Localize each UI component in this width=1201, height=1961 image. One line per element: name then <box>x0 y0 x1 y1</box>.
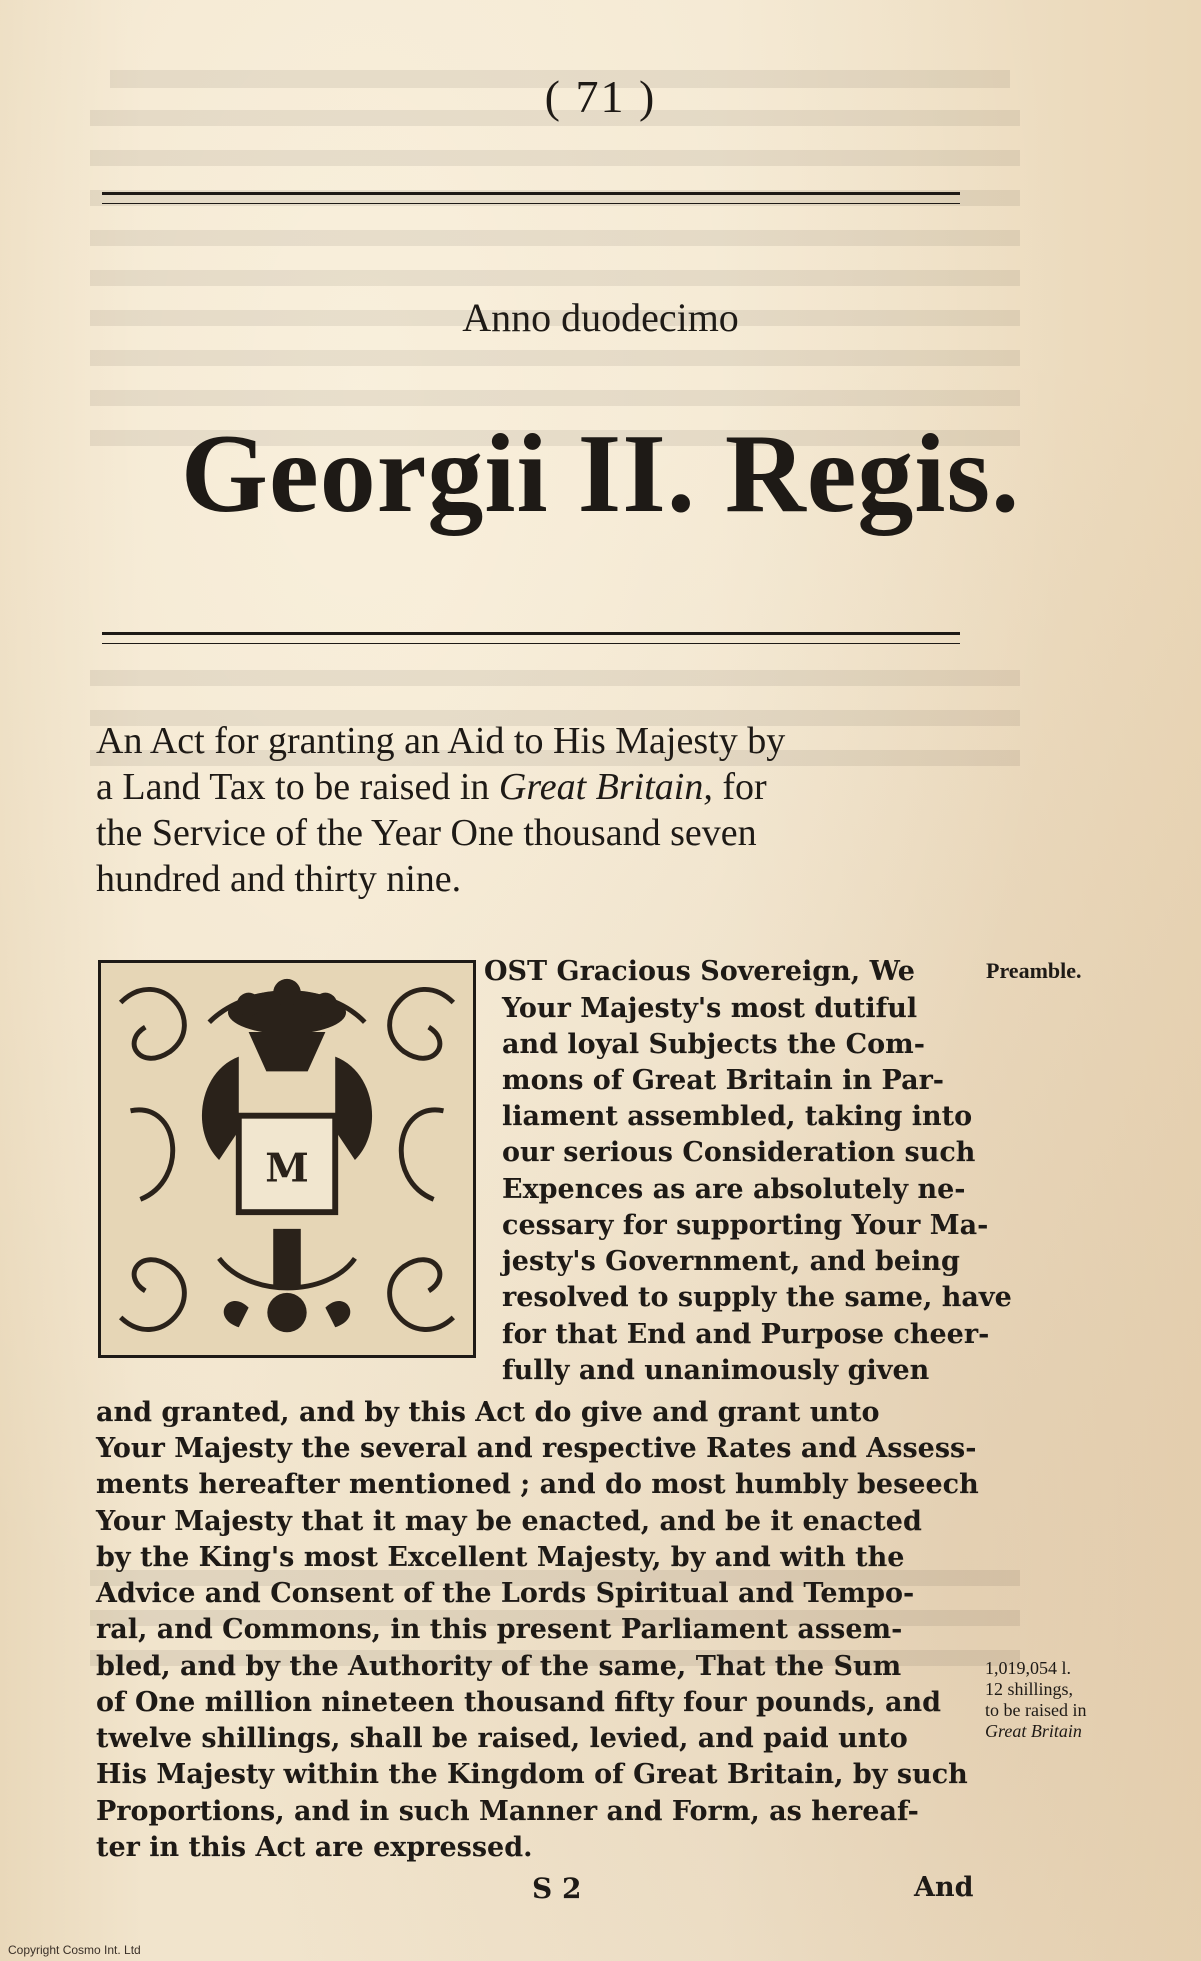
monarch-heading: Georgii II. Regis. <box>180 412 1021 536</box>
body-line: mons of Great Britain in Par- <box>502 1065 945 1096</box>
catchword: And <box>914 1872 974 1903</box>
margin-note-line: Great Britain <box>985 1721 1082 1741</box>
act-title <box>96 718 1010 902</box>
margin-note-sum <box>985 1658 1086 1742</box>
body-line: ments hereafter mentioned ; and do most humbly beseech <box>96 1469 979 1500</box>
act-title-line: hundred and thirty nine. <box>96 858 462 900</box>
body-line: liament assembled, taking into <box>502 1101 973 1132</box>
regnal-year-heading: Anno duodecimo <box>462 295 739 340</box>
middle-double-rule <box>102 632 960 644</box>
body-line: jesty's Government, and being <box>502 1246 960 1277</box>
body-line: resolved to supply the same, have <box>502 1282 1012 1313</box>
signature-mark: S 2 <box>532 1872 582 1905</box>
body-line: Your Majesty that it may be enacted, and be it enacted <box>96 1506 922 1537</box>
body-line: cessary for supporting Your Ma- <box>502 1210 989 1241</box>
act-title-line: the Service of the Year One thousand seven <box>96 812 757 854</box>
top-double-rule <box>102 192 960 204</box>
act-title-place: Great Britain, <box>498 766 713 808</box>
body-line: twelve shillings, shall be raised, levied, and paid unto <box>96 1723 908 1754</box>
page-number: ( 71 ) <box>544 71 657 122</box>
body-line: Expences as are absolutely ne- <box>502 1174 966 1205</box>
act-title-text: for <box>712 766 767 808</box>
margin-note-line: 12 shillings, <box>985 1679 1074 1699</box>
body-line: for that End and Purpose cheer- <box>502 1319 990 1350</box>
margin-note-preamble: Preamble. <box>986 958 1082 983</box>
body-line: Your Majesty the several and respective Rates and Assess- <box>96 1433 977 1464</box>
initial-letter: M <box>265 1145 309 1192</box>
body-line: and loyal Subjects the Com- <box>502 1029 925 1060</box>
act-title-line: An Act for granting an Aid to His Majesty by <box>96 720 786 762</box>
body-line: and granted, and by this Act do give and grant unto <box>96 1397 880 1428</box>
body-line: His Majesty within the Kingdom of Great Britain, by such <box>96 1759 968 1790</box>
margin-note-line: to be raised in <box>985 1700 1087 1720</box>
act-title-line <box>96 764 1010 810</box>
body-line: ter in this Act are expressed. <box>96 1832 533 1863</box>
body-line: OST Gracious Sovereign, We <box>484 956 915 987</box>
body-line: Your Majesty's most dutiful <box>502 993 918 1024</box>
body-line: by the King's most Excellent Majesty, by and with the <box>96 1542 905 1573</box>
body-line: fully and unanimously given <box>502 1355 930 1386</box>
body-line: bled, and by the Authority of the same, That the Sum <box>96 1651 902 1682</box>
margin-note-line: 1,019,054 l. <box>985 1658 1072 1678</box>
body-line: Proportions, and in such Manner and Form, as hereaf- <box>96 1796 919 1827</box>
decorated-initial-icon <box>98 960 476 1358</box>
copyright-notice: Copyright Cosmo Int. Ltd <box>8 1943 141 1957</box>
body-line: our serious Consideration such <box>502 1137 976 1168</box>
act-title-text: a Land Tax to be raised in <box>96 766 499 808</box>
body-line: Advice and Consent of the Lords Spiritual and Tempo- <box>96 1578 915 1609</box>
body-line: of One million nineteen thousand fifty four pounds, and <box>96 1687 942 1718</box>
body-line: ral, and Commons, in this present Parliament assem- <box>96 1614 903 1645</box>
ornament-woodcut-icon <box>101 963 473 1355</box>
